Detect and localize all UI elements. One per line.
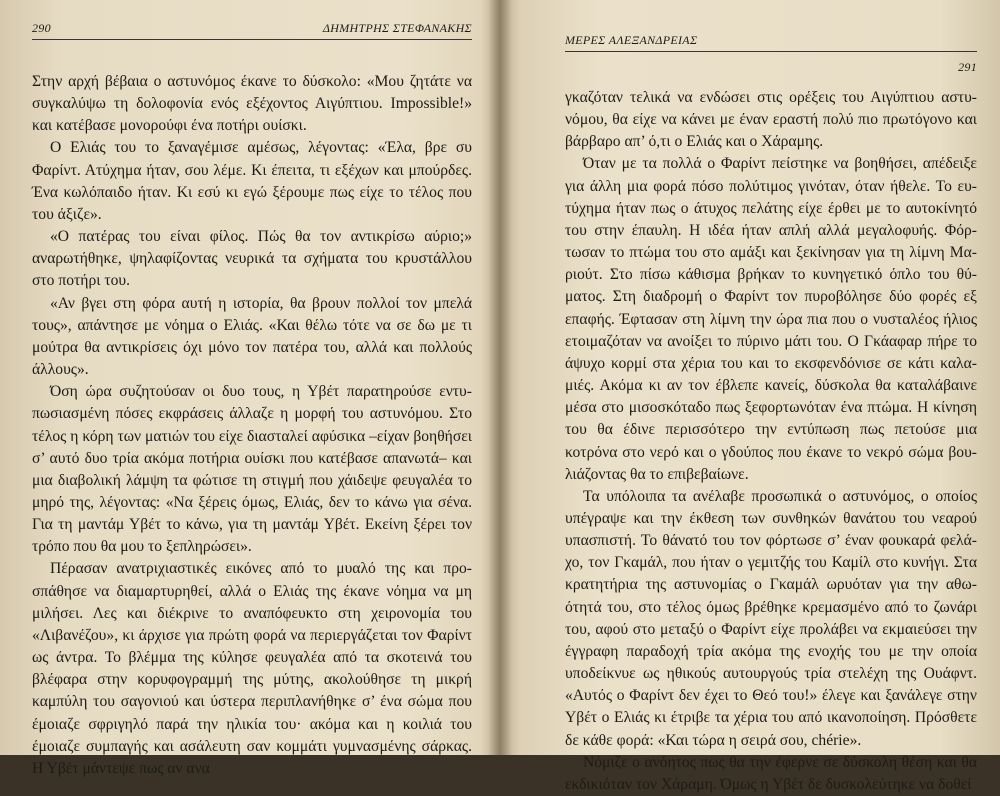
right-page-header [565,33,977,74]
left-page-header [32,21,472,40]
right-page-number: 291 [958,60,977,74]
left-running-head: ΔΗΜΗΤΡΗΣ ΣΤΕΦΑΝΑΚΗΣ [322,21,472,35]
left-body-text [32,71,472,780]
left-paragraph-5: Όση ώρα συζητούσαν οι δυο τους, η Υβέτ παρατηρούσε εντυπωσιασμένη πόσες εκφράσεις άλλαζε η μορφή του αστυνόμου. Στο τέλος η κόρη των ματιών του είχε διασταλεί αφύσικα –είχαν βοηθήσει σ’ αυτό δυο τρία ακόμα ποτήρια ουίσκι που κατέβασε απανωτά– και μια διαβολική λάμψη τα φώτισε τη στιγμή που χάιδεψε φευγαλέα το μηρό της, λέγοντας: «Να ξέρεις όμως, Ελιάς, δεν το κάνω για σένα. Για τη μαντάμ Υβέτ το κάνω, για τη μαντάμ Υβέτ. Εκείνη ξέρει τον τρόπο που θα μου το ξεπληρώσει». [32,383,472,556]
right-running-head: ΜΕΡΕΣ ΑΛΕΞΑΝΔΡΕΙΑΣ [565,33,698,47]
left-page-number: 290 [32,21,51,35]
right-paragraph-1: γκαζόταν τελικά να ενδώσει στις ορέξεις του Αιγύπτιου αστυνόμου, θα είχε να κάνει με έναν εραστή πολύ πιο πρωτόγονο και βάρβαρο απ’ ό,τι ο Ελιάς και ο Χάραμης. [565,89,977,151]
right-paragraph-2: Όταν με τα πολλά ο Φαρίντ πείστηκε να βοηθήσει, απέδειξε για άλλη μια φορά πόσο πολύτιμος γινόταν, όταν ήθελε. Το ευτύχημα ήταν πως ο άτυχος πελάτης είχε έρθει με το αυτοκίνητό του στην έπαυλη. Η ιδέα ήταν απλή αλλά μεγαλοφυής. Φόρτωσαν το πτώμα του στο αμάξι και ξεκίνησαν για τη λίμνη Μαριούτ. Στο πίσω κάθισμα βρήκαν το κυνηγετικό όπλο του θύματος. Στη διαδρομή ο Φαρίντ τον πυροβόλησε δύο φορές εξ επαφής. Έφτασαν στη λίμνη την ώρα πια που ο νυσταλέος ήλιος ετοιμαζόταν να ανοίξει το πύρινο μάτι του. Ο Γκάαφαρ πήρε το άψυχο κορμί στα χέρια του και το εκσφενδόνισε σε κάτι καλαμιές. Ακόμα κι αν τον έβλεπε κανείς, δύσκολα θα καταλάβαινε μέσα στο μισοσκόταδο πως ξεφορτωνόταν ένα πτώμα. Η κίνηση του θα έδινε περισσότερο την εντύπωση πως πετούσε μια κοτρόνα στο νερό και ο γδούπος που έκανε το νεκρό σώμα βουλιάζοντας θα το επιβεβαίωνε. [565,155,977,483]
left-page [0,0,500,777]
left-paragraph-4: «Αν βγει στη φόρα αυτή η ιστορία, θα βρουν πολλοί τον μπελά τους», απάντησε με νόημα ο Ελιάς. «Και θέλω τότε να σε δω με τι μούτρα θα αντικρίσεις όχι μόνο τον πατέρα του, αλλά και πολλούς άλλους». [32,294,472,379]
left-paragraph-1: Στην αρχή βέβαια ο αστυνόμος έκανε το δύσκολο: «Μου ζητάτε να συγκαλύψω τη δολοφονία ενός εξέχοντος Αιγύπτιου. Impossible!» και κατέβασε μονορούφι ένα ποτήρι ουίσκι. [32,73,472,135]
left-paragraph-3: «Ο πατέρας του είναι φίλος. Πώς θα τον αντικρίσω αύριο;» αναρωτήθηκε, ψηλαφίζοντας νευρικά τα σχήματα του κρυστάλλου στο ποτήρι του. [32,228,472,290]
right-page [500,0,1000,793]
left-paragraph-2: Ο Ελιάς του το ξαναγέμισε αμέσως, λέγοντας: «Έλα, βρε συ Φαρίντ. Ατύχημα ήταν, σου λέμε. Κι έπειτα, τι εξέχων και μπούρδες. Ένα κωλόπαιδο ήταν. Κι εσύ κι εγώ ξέρουμε πως είχε το τέλος που του άξιζε». [32,139,472,223]
right-body-text [565,87,977,796]
right-paragraph-3: Τα υπόλοιπα τα ανέλαβε προσωπικά ο αστυνόμος, ο οποίος υπέγραψε και την έκθεση των συνθηκών θανάτου του νεαρού υπασπιστή. Το θάνατό του τον φόρτωσε σ’ έναν φουκαρά φελάχο, τον Γκαμάλ, που ήταν ο γεμιτζής του Καμίλ στο κυνήγι. Στα κρατητήρια της αστυνομίας ο Γκαμάλ ωρυόταν για την αθωότητά του, στο τέλος όμως βρέθηκε κρεμασμένο από το ζωνάρι του, αφού στο μεταξύ ο Φαρίντ είχε προλάβει να εκμαιεύσει την έγγραφη παραδοχή τρία ακόμα της ενοχής του με την οποία υποδείκνυε ως ηθικούς αυτουργούς τρία στελέχη της Ουάφντ. «Αυτός ο Φαρίντ δεν έχει το Θεό του!» έλεγε και ξανάλεγε στην Υβέτ ο Ελιάς κι έτριβε τα χέρια του από ικανοποίηση. Πρόσθετε δε κάθε φορά: «Και τώρα η σειρά σου, chérie». [565,487,977,749]
book-gutter [488,0,512,755]
right-paragraph-4: Νόμιζε ο ανόητος πως θα την έφερνε σε δύσκολη θέση και θα εκδικιόταν τον Χάραμη. Όμως η Υβέτ δε δυσκολεύτηκε να δοθεί [565,753,977,793]
left-paragraph-6: Πέρασαν ανατριχιαστικές εικόνες από το μυαλό της και προσπάθησε να διαμαρτυρηθεί, αλλά ο Ελιάς της έκανε νόημα να μη μιλήσει. Λες και διέκρινε το αναπόφευκτο στη χειρονομία του «Λιβανέζου», κι άρχισε για πρώτη φορά να περιεργάζεται τον Φαρίντ ως άντρα. Το βλέμμα της κύλησε φευγαλέα από τα σκοτεινά του βλέφαρα στην κορυφογραμμή της μύτης, ακολούθησε τη μικρή καμπύλη του σαγονιού και ύστερα περιπλανήθηκε σ’ ένα σώμα που έμοιαζε σφριγηλό παρά την ηλικία του· ακόμα και η κοιλιά του έμοιαζε συμπαγής και ασάλευτη σαν κομμάτι γυμνασμένης σάρκας. Η Υβέτ μάντεψε πως αν ανα [32,560,472,777]
